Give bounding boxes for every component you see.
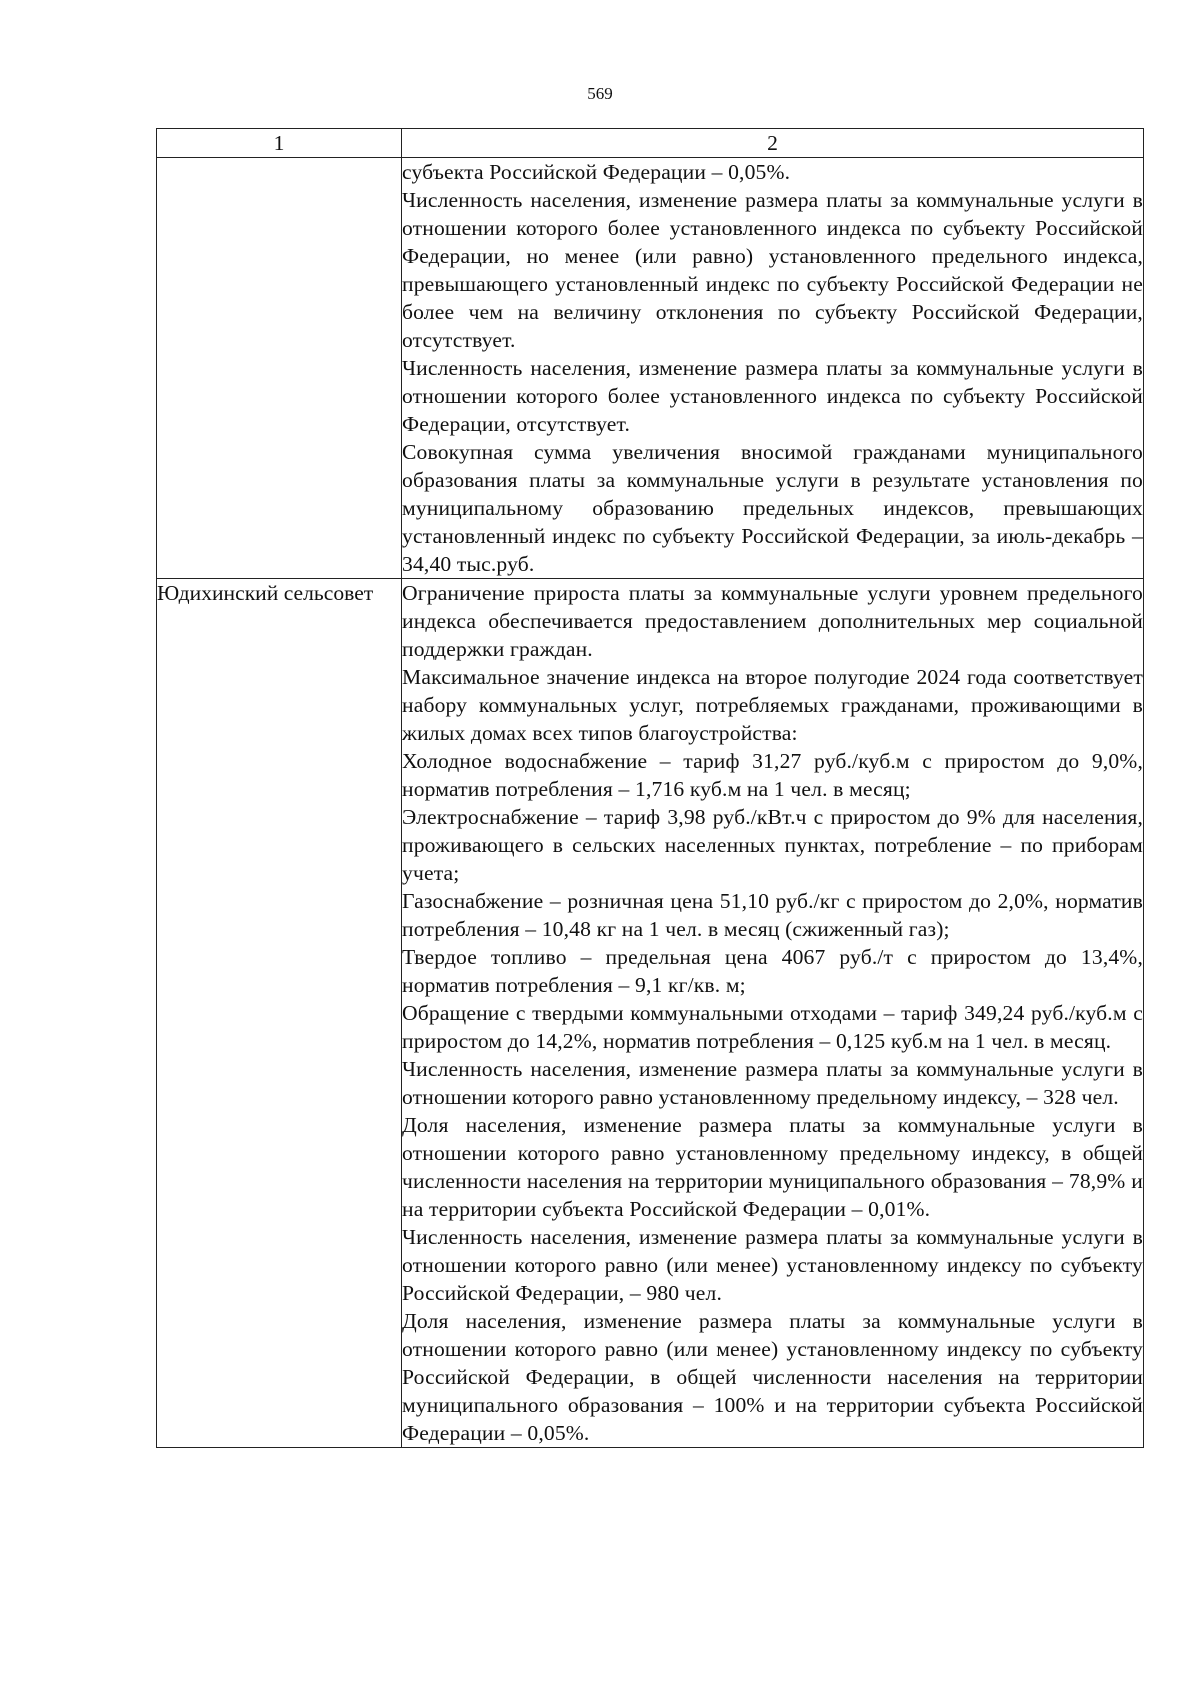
paragraph: Максимальное значение индекса на второе полугодие 2024 года соответствует набору коммунальных услуг, потребляемых гражданами, проживающими в жилых домах всех типов благоустройства: [402, 665, 1143, 745]
table-header-row [157, 129, 1144, 158]
paragraph: Твердое топливо – предельная цена 4067 руб./т с приростом до 13,4%, норматив потребления – 9,1 кг/кв. м; [402, 945, 1143, 997]
paragraph: Ограничение прироста платы за коммунальные услуги уровнем предельного индекса обеспечивается предоставлением дополнительных мер социальной поддержки граждан. [402, 581, 1143, 661]
paragraph: Численность населения, изменение размера платы за коммунальные услуги в отношении которого более установленного индекса по субъекту Российской Федерации, но менее (или равно) установленного предельного индекса, превышающего установленный индекс по субъекту Российской Федерации не более чем на величину отклонения по субъекту Российской Федерации, отсутствует. [402, 188, 1143, 352]
column-header-2: 2 [402, 129, 1144, 158]
document-table [156, 128, 1144, 1448]
paragraph: Обращение с твердыми коммунальными отходами – тариф 349,24 руб./куб.м с приростом до 14,2%, норматив потребления – 0,125 куб.м на 1 чел. в месяц. [402, 1001, 1143, 1053]
paragraph: Холодное водоснабжение – тариф 31,27 руб./куб.м с приростом до 9,0%, норматив потребления – 1,716 куб.м на 1 чел. в месяц; [402, 749, 1143, 801]
paragraph: Численность населения, изменение размера платы за коммунальные услуги в отношении которого равно (или менее) установленному индексу по субъекту Российской Федерации, – 980 чел. [402, 1225, 1143, 1305]
table-row [157, 158, 1144, 579]
description-cell [402, 579, 1144, 1448]
municipality-name-cell [157, 579, 402, 1448]
paragraph: Численность населения, изменение размера платы за коммунальные услуги в отношении которого более установленного индекса по субъекту Российской Федерации, отсутствует. [402, 356, 1143, 436]
paragraph: Совокупная сумма увеличения вносимой гражданами муниципального образования платы за коммунальные услуги в результате установления по муниципальному образованию предельных индексов, превышающих установленный индекс по субъекту Российской Федерации, за июль-декабрь – 34,40 тыс.руб. [402, 440, 1143, 576]
paragraph: Доля населения, изменение размера платы за коммунальные услуги в отношении которого равно (или менее) установленному индексу по субъекту Российской Федерации, в общей численности населения на территории муниципального образования – 100% и на территории субъекта Российской Федерации – 0,05%. [402, 1309, 1143, 1445]
paragraph: субъекта Российской Федерации – 0,05%. [402, 160, 791, 184]
table-row [157, 579, 1144, 1448]
column-header-1: 1 [157, 129, 402, 158]
municipality-name-cell [157, 158, 402, 579]
description-cell [402, 158, 1144, 579]
paragraph: Газоснабжение – розничная цена 51,10 руб./кг с приростом до 2,0%, норматив потребления – 10,48 кг на 1 чел. в месяц (сжиженный газ); [402, 889, 1143, 941]
paragraph: Численность населения, изменение размера платы за коммунальные услуги в отношении которого равно установленному предельному индексу, – 328 чел. [402, 1057, 1143, 1109]
municipality-name: Юдихинский сельсовет [157, 581, 374, 605]
page-number: 569 [587, 84, 613, 103]
paragraph: Доля населения, изменение размера платы за коммунальные услуги в отношении которого равно установленному предельному индексу, в общей численности населения на территории муниципального образования – 78,9% и на территории субъекта Российской Федерации – 0,01%. [402, 1113, 1143, 1221]
paragraph: Электроснабжение – тариф 3,98 руб./кВт.ч с приростом до 9% для населения, проживающего в сельских населенных пунктах, потребление – по приборам учета; [402, 805, 1143, 885]
